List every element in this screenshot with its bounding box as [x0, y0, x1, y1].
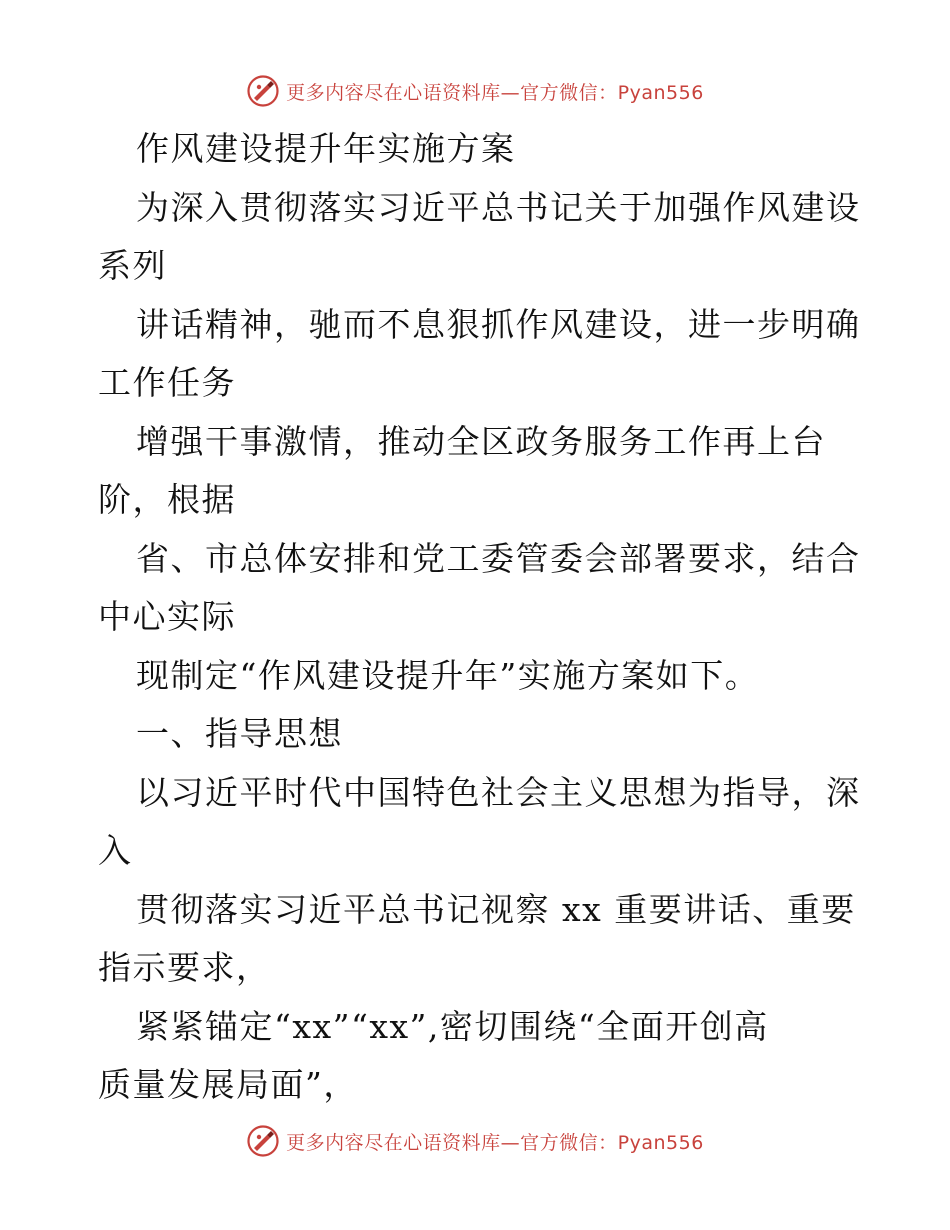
watermark-text: 更多内容尽在心语资料库—官方微信：Pyan556 — [286, 1131, 704, 1154]
document-line: 讲话精神，驰而不息狠抓作风建设，进一步明确 — [136, 304, 861, 344]
document-line: 贯彻落实习近平总书记视察 xx 重要讲话、重要 — [136, 889, 856, 929]
footer-watermark — [0, 1121, 950, 1161]
red-seal-logo-icon — [246, 74, 280, 108]
document-line: 阶，根据 — [98, 480, 236, 519]
document-line: 现制定“作风建设提升年”实施方案如下。 — [136, 655, 760, 695]
document-line: 质量发展局面”， — [98, 1065, 358, 1104]
watermark-text: 更多内容尽在心语资料库—官方微信：Pyan556 — [286, 81, 704, 104]
red-seal-logo-icon — [246, 1124, 280, 1158]
document-body — [98, 120, 861, 1115]
document-line: 中心实际 — [98, 597, 236, 636]
document-line: 以习近平时代中国特色社会主义思想为指导，深 — [136, 772, 861, 812]
header-watermark — [0, 71, 950, 111]
document-line: 作风建设提升年实施方案 — [136, 129, 516, 168]
document-line: 一、指导思想 — [136, 714, 343, 753]
document-line: 省、市总体安排和党工委管委会部署要求，结合 — [136, 538, 861, 578]
document-line: 为深入贯彻落实习近平总书记关于加强作风建设 — [136, 187, 861, 227]
document-line: 紧紧锚定“xx”“xx”,密切围绕“全面开创高 — [136, 1006, 769, 1046]
document-line: 指示要求， — [98, 948, 271, 987]
document-line: 系列 — [98, 246, 167, 285]
document-line: 增强干事激情，推动全区政务服务工作再上台 — [136, 421, 826, 461]
document-line: 工作任务 — [98, 363, 236, 402]
document-line: 入 — [98, 831, 133, 870]
